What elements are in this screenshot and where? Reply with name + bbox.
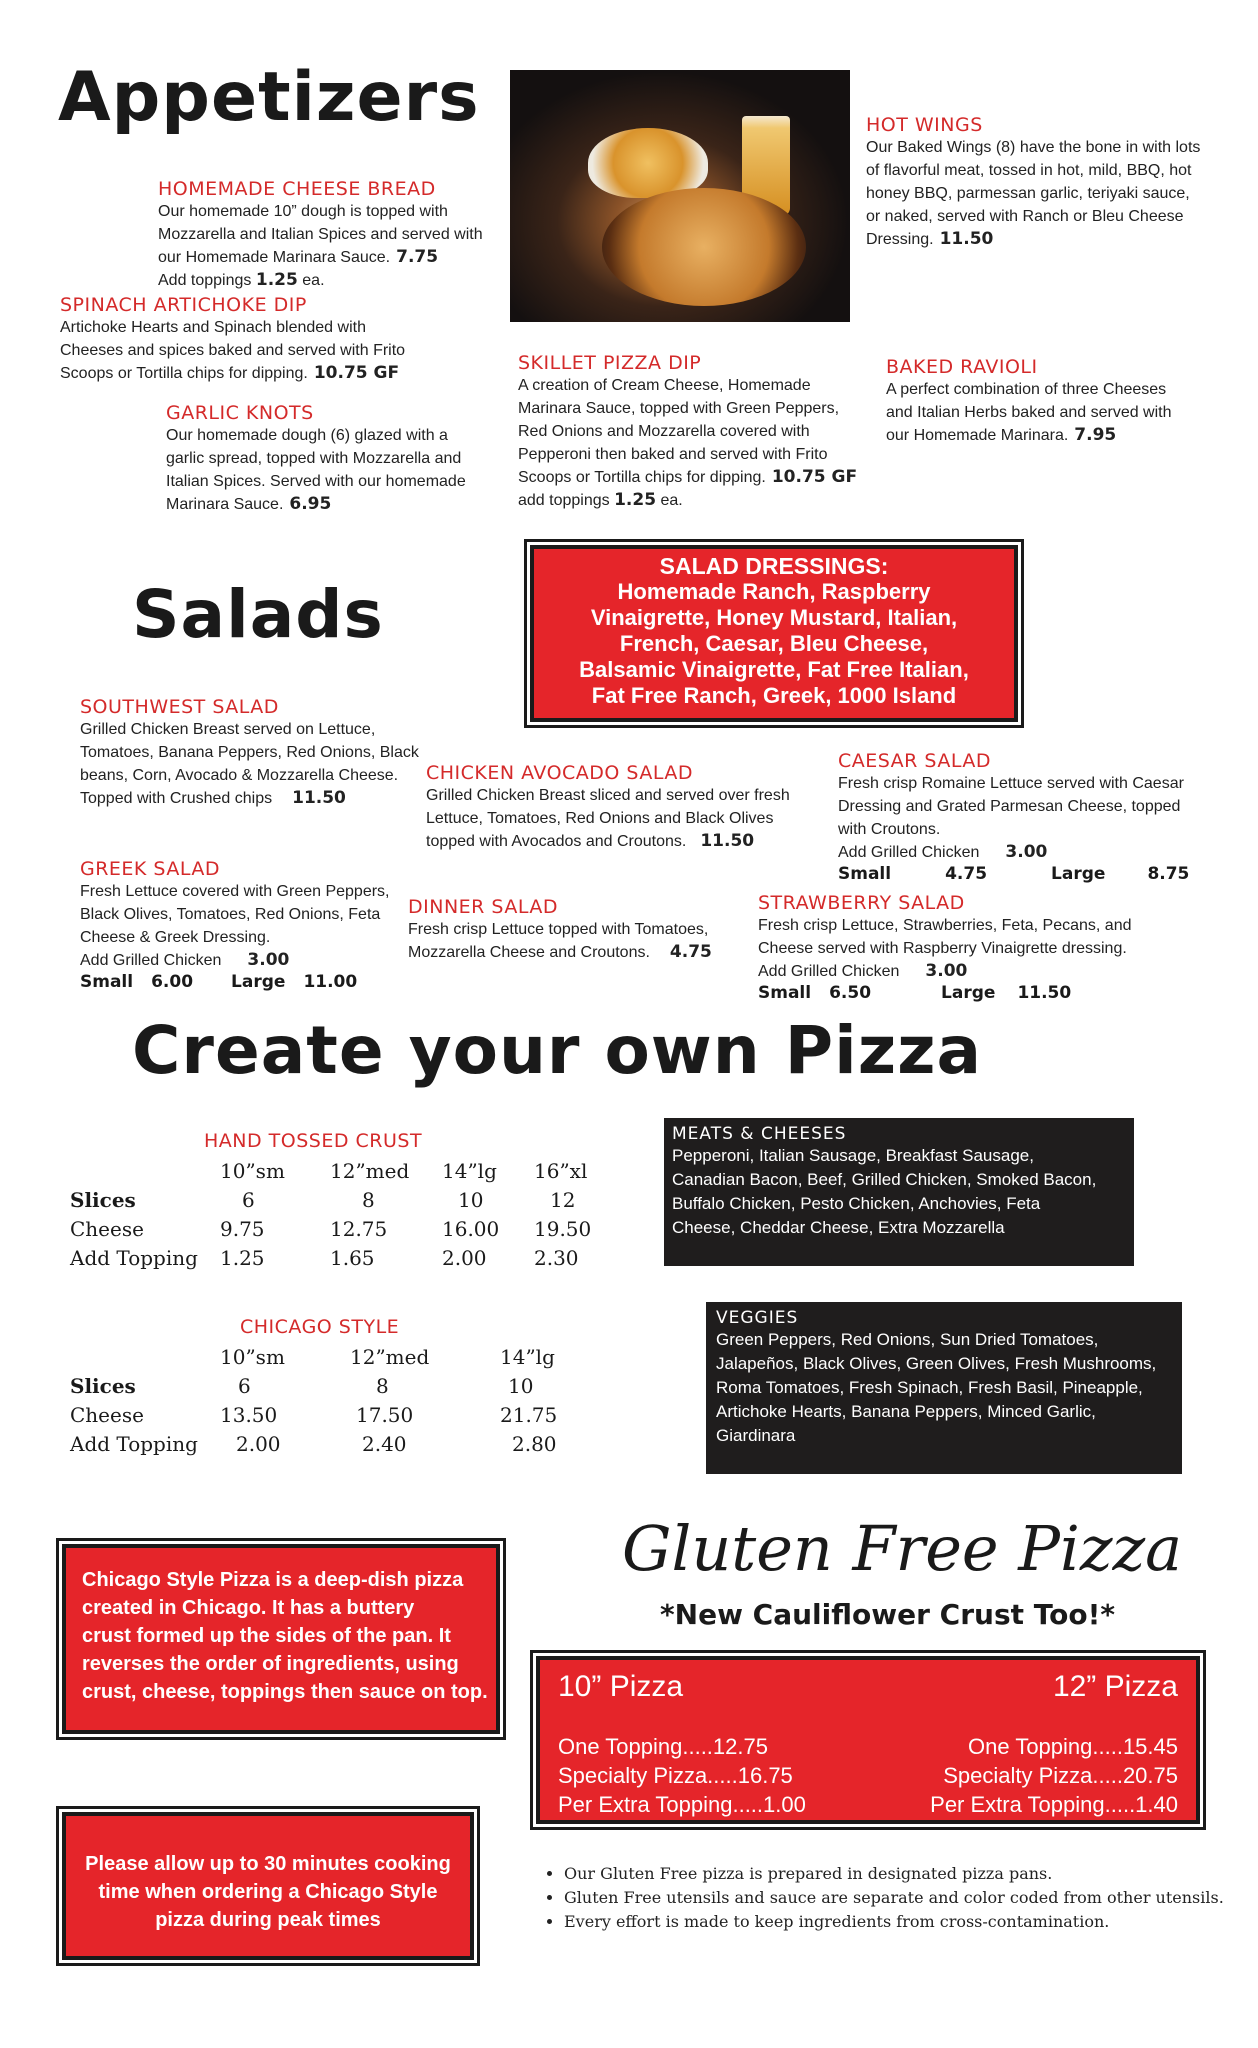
cell-value: 6 — [238, 1373, 251, 1398]
row-label: Slices — [70, 1373, 136, 1398]
dinner-salad-price: 4.75 — [669, 942, 712, 962]
size-header: 14”lg — [500, 1344, 555, 1369]
veggies-line: Artichoke Hearts, Banana Peppers, Minced Garlic, — [716, 1402, 1096, 1421]
greek-salad-large-label: Large — [231, 972, 286, 992]
chicken-avocado-salad-item — [426, 762, 796, 853]
chicago-note-line: reverses the order of ingredients, using — [82, 1653, 459, 1675]
meats-line: Pepperoni, Italian Sausage, Breakfast Sausage, — [672, 1146, 1034, 1165]
list-item: • Our Gluten Free pizza is prepared in designated pizza pans. — [564, 1862, 1244, 1886]
salad-dressings-line: Balsamic Vinaigrette, Fat Free Italian, — [579, 657, 969, 682]
hand-tossed-size-row — [70, 1156, 614, 1185]
strawberry-salad-small-label: Small — [758, 983, 812, 1003]
table-row — [70, 1214, 614, 1243]
gf-twelve-inch-line: Per Extra Topping.....1.40 — [930, 1792, 1178, 1817]
cell-value: 2.00 — [442, 1245, 487, 1270]
strawberry-salad-small-price: 6.50 — [829, 983, 872, 1003]
salad-dressings-title: SALAD DRESSINGS: — [659, 553, 889, 579]
salad-dressings-line: Homemade Ranch, Raspberry — [617, 579, 931, 604]
salads-heading: Salads — [132, 576, 384, 653]
spinach-dip-desc: Artichoke Hearts and Spinach blended with Cheeses and spices baked and served with Frito Scoops or Tortilla chips for dipping. — [60, 319, 406, 382]
salad-dressings-line: Fat Free Ranch, Greek, 1000 Island — [591, 683, 957, 708]
cheese-bread-extra-price: 1.25 — [255, 270, 298, 290]
gf-ten-inch-line: One Topping.....12.75 — [558, 1734, 768, 1759]
caesar-salad-desc: Fresh crisp Romaine Lettuce served with Caesar Dressing and Grated Parmesan Cheese, topped with Croutons. — [838, 775, 1184, 838]
wait-time-note-box — [62, 1812, 474, 1960]
salad-dressings-line: French, Caesar, Bleu Cheese, — [619, 631, 929, 656]
caesar-salad-small-price: 4.75 — [945, 864, 988, 884]
cell-value: 10 — [508, 1373, 534, 1398]
cell-value: 12 — [550, 1187, 576, 1212]
meats-line: Canadian Bacon, Beef, Grilled Chicken, Smoked Bacon, — [672, 1170, 1097, 1189]
meats-line: Cheese, Cheddar Cheese, Extra Mozzarella — [672, 1218, 1005, 1237]
gf-twelve-inch-line: One Topping.....15.45 — [968, 1734, 1178, 1759]
chicago-note-line: created in Chicago. It has a buttery — [82, 1597, 415, 1619]
row-label: Cheese — [70, 1402, 144, 1427]
cell-value: 12.75 — [330, 1216, 388, 1241]
garlic-knots-desc: Our homemade dough (6) glazed with a garlic spread, topped with Mozzarella and Italian Spices. Served with our homemade Marinara Sauce. — [166, 427, 466, 513]
veggies-line: Giardinara — [716, 1426, 796, 1445]
cell-value: 1.65 — [330, 1245, 375, 1270]
row-label: Add Topping — [70, 1431, 198, 1456]
meats-line: Buffalo Chicken, Pesto Chicken, Anchovies, Feta — [672, 1194, 1041, 1213]
garlic-knots-title: GARLIC KNOTS — [166, 402, 314, 424]
row-label: Add Topping — [70, 1245, 198, 1270]
spinach-dip-price: 10.75 GF — [313, 363, 400, 383]
greek-salad-large-price: 11.00 — [303, 972, 358, 992]
strawberry-salad-large-label: Large — [941, 983, 996, 1003]
gluten-free-prices-box — [536, 1656, 1200, 1824]
chicago-style-note-box — [62, 1544, 500, 1734]
skillet-dip-item — [518, 352, 870, 512]
table-row — [70, 1243, 614, 1272]
strawberry-salad-add-price: 3.00 — [925, 961, 968, 981]
size-header: 12”med — [350, 1344, 430, 1369]
caesar-salad-item — [838, 750, 1208, 884]
southwest-salad-price: 11.50 — [292, 788, 346, 808]
strawberry-salad-item — [758, 892, 1138, 1003]
veggies-line: Roma Tomatoes, Fresh Spinach, Fresh Basil, Pineapple, — [716, 1378, 1143, 1397]
cell-value: 8 — [376, 1373, 389, 1398]
gf-ten-inch-title: 10” Pizza — [558, 1670, 684, 1703]
cell-value: 10 — [458, 1187, 484, 1212]
table-row — [70, 1185, 614, 1214]
hot-wings-title: HOT WINGS — [866, 114, 983, 136]
garlic-knots-item — [166, 402, 476, 516]
caesar-salad-small-label: Small — [838, 864, 892, 884]
size-header: 16”xl — [534, 1158, 588, 1183]
cell-value: 2.80 — [512, 1431, 557, 1456]
gf-ten-inch-column — [558, 1670, 806, 1819]
gf-ten-inch-line: Per Extra Topping.....1.00 — [558, 1792, 806, 1817]
hot-wings-price: 11.50 — [939, 229, 994, 249]
create-pizza-heading: Create your own Pizza — [132, 1012, 983, 1089]
greek-salad-small-label: Small — [80, 972, 134, 992]
table-row — [70, 1429, 580, 1458]
chicago-style-table — [70, 1342, 580, 1458]
hand-tossed-title: HAND TOSSED CRUST — [204, 1130, 423, 1152]
veggies-line: Jalapeños, Black Olives, Green Olives, Fresh Mushrooms, — [716, 1354, 1157, 1373]
gluten-free-subheading: *New Cauliflower Crust Too!* — [660, 1598, 1116, 1631]
hot-wings-item — [866, 114, 1202, 251]
gf-ten-inch-line: Specialty Pizza.....16.75 — [558, 1763, 793, 1788]
garlic-knots-price: 6.95 — [289, 494, 332, 514]
cell-value: 8 — [362, 1187, 375, 1212]
cell-value: 2.00 — [236, 1431, 281, 1456]
baked-ravioli-item — [886, 356, 1186, 447]
cell-value: 9.75 — [220, 1216, 265, 1241]
strawberry-salad-large-price: 11.50 — [1017, 983, 1072, 1003]
list-item: • Gluten Free utensils and sauce are separate and color coded from other utensils. — [564, 1886, 1244, 1910]
chicago-note-line: crust formed up the sides of the pan. It — [82, 1625, 451, 1647]
gf-twelve-inch-line: Specialty Pizza.....20.75 — [943, 1763, 1178, 1788]
caesar-salad-title: CAESAR SALAD — [838, 750, 991, 772]
greek-salad-item — [80, 858, 400, 992]
cheese-bread-item — [158, 178, 488, 292]
cell-value: 6 — [242, 1187, 255, 1212]
chicago-size-row — [70, 1342, 580, 1371]
skillet-dip-desc: A creation of Cream Cheese, Homemade Marinara Sauce, topped with Green Peppers, Red Onions and Mozzarella covered with Pepperoni then baked and served with Frito Scoops or Tortilla chips for dipping. — [518, 377, 840, 486]
cell-value: 17.50 — [356, 1402, 414, 1427]
table-row — [70, 1371, 580, 1400]
meats-cheeses-title: MEATS & CHEESES — [672, 1124, 847, 1144]
southwest-salad-item — [80, 696, 420, 810]
cell-value: 16.00 — [442, 1216, 500, 1241]
greek-salad-title: GREEK SALAD — [80, 858, 220, 880]
row-label: Slices — [70, 1187, 136, 1212]
gluten-free-heading: Gluten Free Pizza — [622, 1512, 1183, 1585]
chicago-note-line: crust, cheese, toppings then sauce on top. — [82, 1681, 488, 1703]
salad-dressings-box — [530, 545, 1018, 722]
hot-wings-desc: Our Baked Wings (8) have the bone in with lots of flavorful meat, tossed in hot, mild, BBQ, hot honey BBQ, parmessan garlic, teriyaki sauce, or naked, served with Ranch or Bleu Cheese Dressing. — [866, 139, 1201, 248]
wait-note-line: time when ordering a Chicago Style — [98, 1881, 438, 1903]
size-header: 10”sm — [220, 1158, 285, 1183]
size-header: 12”med — [330, 1158, 410, 1183]
chicken-avocado-salad-desc: Grilled Chicken Breast sliced and served over fresh Lettuce, Tomatoes, Red Onions and Black Olives topped with Avocados and Croutons. — [426, 787, 790, 850]
greek-salad-desc: Fresh Lettuce covered with Green Peppers, Black Olives, Tomatoes, Red Onions, Feta Cheese & Greek Dressing. — [80, 883, 390, 946]
caesar-salad-large-price: 8.75 — [1147, 864, 1190, 884]
chicago-style-title: CHICAGO STYLE — [240, 1316, 400, 1338]
dinner-salad-item — [408, 896, 728, 964]
spinach-dip-item — [60, 294, 430, 385]
skillet-dip-extra-suffix: ea. — [660, 492, 683, 509]
hand-tossed-table — [70, 1156, 614, 1272]
skillet-pizza-image — [602, 188, 806, 306]
baked-ravioli-price: 7.95 — [1074, 425, 1117, 445]
dinner-salad-desc: Fresh crisp Lettuce topped with Tomatoes, Mozzarella Cheese and Croutons. — [408, 921, 709, 961]
greek-salad-small-price: 6.00 — [151, 972, 194, 992]
gf-twelve-inch-title: 12” Pizza — [1052, 1670, 1178, 1703]
table-row — [70, 1400, 580, 1429]
cell-value: 19.50 — [534, 1216, 592, 1241]
cheese-bread-title: HOMEMADE CHEESE BREAD — [158, 178, 436, 200]
cheese-bread-desc: Our homemade 10” dough is topped with Mozzarella and Italian Spices and served with our Homemade Marinara Sauce. — [158, 203, 483, 266]
southwest-salad-desc: Grilled Chicken Breast served on Lettuce, Tomatoes, Banana Peppers, Red Onions, Black beans, Corn, Avocado & Mozzarella Cheese. Topped with Crushed chips — [80, 721, 419, 807]
spinach-dip-title: SPINACH ARTICHOKE DIP — [60, 294, 307, 316]
strawberry-salad-add-label: Add Grilled Chicken — [758, 963, 900, 980]
cell-value: 2.30 — [534, 1245, 579, 1270]
cell-value: 21.75 — [500, 1402, 558, 1427]
cell-value: 1.25 — [220, 1245, 265, 1270]
row-label: Cheese — [70, 1216, 144, 1241]
caesar-salad-add-price: 3.00 — [1005, 842, 1048, 862]
appetizers-heading: Appetizers — [58, 58, 480, 137]
cell-value: 2.40 — [362, 1431, 407, 1456]
skillet-dip-extra-price: 1.25 — [614, 490, 657, 510]
greek-salad-add-label: Add Grilled Chicken — [80, 952, 222, 969]
gluten-free-notes — [530, 1862, 1244, 1934]
salad-dressings-line: Vinaigrette, Honey Mustard, Italian, — [590, 605, 958, 630]
list-item: • Every effort is made to keep ingredients from cross-contamination. — [564, 1910, 1244, 1934]
cell-value: 13.50 — [220, 1402, 278, 1427]
gf-twelve-inch-column — [930, 1670, 1178, 1819]
baked-ravioli-desc: A perfect combination of three Cheeses and Italian Herbs baked and served with our Homemade Marinara. — [886, 381, 1172, 444]
veggies-title: VEGGIES — [716, 1308, 799, 1328]
appetizer-photo — [510, 70, 850, 322]
cheese-bread-price: 7.75 — [396, 247, 439, 267]
dinner-salad-title: DINNER SALAD — [408, 896, 558, 918]
strawberry-salad-desc: Fresh crisp Lettuce, Strawberries, Feta, Pecans, and Cheese served with Raspberry Vinaigrette dressing. — [758, 917, 1132, 957]
wait-note-line: Please allow up to 30 minutes cooking — [85, 1853, 451, 1875]
wait-note-line: pizza during peak times — [155, 1909, 381, 1931]
veggies-box — [706, 1302, 1182, 1474]
greek-salad-add-price: 3.00 — [247, 950, 290, 970]
size-header: 14”lg — [442, 1158, 497, 1183]
cheese-bread-extra-suffix: ea. — [302, 272, 325, 289]
chicago-note-line: Chicago Style Pizza is a deep-dish pizza — [82, 1569, 464, 1591]
size-header: 10”sm — [220, 1344, 285, 1369]
veggies-line: Green Peppers, Red Onions, Sun Dried Tomatoes, — [716, 1330, 1099, 1349]
caesar-salad-add-label: Add Grilled Chicken — [838, 844, 980, 861]
chicken-avocado-salad-price: 11.50 — [700, 831, 755, 851]
cheese-bread-extra-label: Add toppings — [158, 272, 252, 289]
strawberry-salad-title: STRAWBERRY SALAD — [758, 892, 965, 914]
caesar-salad-large-label: Large — [1051, 864, 1106, 884]
chicken-avocado-salad-title: CHICKEN AVOCADO SALAD — [426, 762, 693, 784]
southwest-salad-title: SOUTHWEST SALAD — [80, 696, 279, 718]
skillet-dip-price: 10.75 GF — [771, 467, 858, 487]
skillet-dip-extra-label: add toppings — [518, 492, 610, 509]
meats-cheeses-box — [664, 1118, 1134, 1266]
skillet-dip-title: SKILLET PIZZA DIP — [518, 352, 702, 374]
baked-ravioli-title: BAKED RAVIOLI — [886, 356, 1038, 378]
